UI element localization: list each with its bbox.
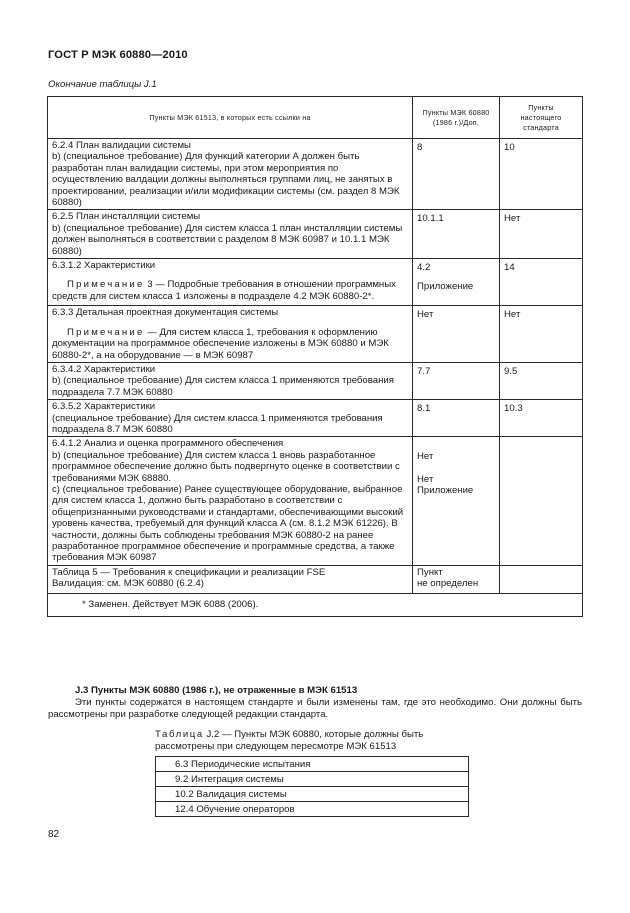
row-text [48, 362, 413, 399]
table-row [48, 437, 583, 565]
row-col3 [500, 139, 583, 210]
row-line: 6.2.4 План валидации системы [52, 140, 191, 151]
col2-value: Нет [417, 309, 434, 321]
row-line: 6.3.1.2 Характеристики [52, 260, 156, 272]
row-line: b) (специальное требование) Для систем класса 1 план инсталляции системы должен выполняться в соответствии с разделом 8 МЭК 60987 и 10.1.1 МЭК 60880) [52, 222, 403, 257]
col3-value: 10 [504, 142, 515, 153]
col2-value: 10.1.1 [417, 213, 444, 225]
list-item: 10.2 Валидация системы [156, 787, 469, 802]
row-line: 6.3.4.2 Характеристики [52, 363, 156, 375]
row-col3 [500, 437, 583, 565]
table-row [156, 787, 469, 802]
row-col3 [500, 362, 583, 399]
table-j2-caption [155, 729, 473, 752]
table-header-row [48, 97, 583, 139]
document-header: ГОСТ Р МЭК 60880—2010 [48, 49, 188, 61]
col2-value: Приложение [417, 281, 474, 293]
row-text [48, 259, 413, 306]
note-text: 3 — Подробные требования в отношении программных средств для систем класса 1 изложены в подразделе 4.2 МЭК 60880-2*. [52, 279, 396, 302]
col3-value: 14 [504, 262, 515, 274]
table-row [48, 362, 583, 399]
table-row [48, 400, 583, 437]
section-text: Эти пункты содержатся в настоящем стандарте и были изменены там, где это необходимо. Они должны быть рассмотрены при разработке следующей редакции стандарта. [48, 697, 582, 720]
note-text: — Для систем класса 1, требования к оформлению документации на программное обеспечение изложены в МЭК 60880 и МЭК 60880-2*, а на оборудование — в МЭК 60987 [52, 326, 389, 361]
row-line: (специальное требование) Для систем класса 1 применяются требования подраздела 8.7 МЭК 60880 [52, 412, 383, 435]
row-col2 [413, 259, 500, 306]
row-note [52, 279, 408, 302]
col3-value: Нет [504, 213, 521, 225]
col2-value: 4.2 [417, 262, 431, 274]
col3-value: Нет [504, 309, 521, 321]
list-item: 12.4 Обучение операторов [156, 802, 469, 817]
col2-value: 8.1 [417, 403, 431, 415]
caption-text: J.2 — Пункты МЭК 60880, которые должны быть рассмотрены при следующем пересмотре МЭК 61513 [155, 729, 424, 752]
row-line: 6.3.5.2 Характеристики [52, 401, 156, 413]
row-line: b) (специальное требование) Для систем класса 1 вновь разработанное программное обеспечение должно быть подвергнуто оценке в соответствии с требованиями МЭК 68880. [52, 449, 400, 484]
row-col3 [500, 210, 583, 259]
row-text [48, 400, 413, 437]
row-col3 [500, 565, 583, 593]
row-col2 [413, 306, 500, 363]
table-row [48, 139, 583, 210]
list-item: 6.3 Периодические испытания [156, 757, 469, 772]
list-item: 9.2 Интеграция системы [156, 772, 469, 787]
row-col2 [413, 400, 500, 437]
row-line: Таблица 5 — Требования к спецификации и реализации FSE [52, 566, 326, 578]
col3-value: 10.3 [504, 403, 523, 415]
row-line: b) (специальное требование) Для систем класса 1 применяются требования подраздела 7.7 МЭК 60880 [52, 375, 394, 398]
row-col2 [413, 565, 500, 593]
row-line: 6.2.5 План инсталляции системы [52, 211, 201, 223]
row-col2 [413, 437, 500, 565]
table-row [156, 757, 469, 772]
table-row [48, 565, 583, 593]
caption-label: Таблица [155, 729, 204, 740]
col2-value: не определен [417, 578, 479, 590]
footnote-row [48, 593, 583, 616]
table-continuation-caption: Окончание таблицы J.1 [48, 79, 157, 90]
table-j2 [155, 756, 469, 817]
row-col3 [500, 259, 583, 306]
row-note [52, 327, 408, 361]
table-row [156, 802, 469, 817]
note-label: Примечание [67, 326, 145, 338]
row-text [48, 210, 413, 259]
row-line: 6.3.3 Детальная проектная документация системы [52, 307, 279, 319]
col2-value: Приложение [417, 485, 474, 497]
row-text [48, 139, 413, 210]
row-line: Валидация: см. МЭК 60880 (6.2.4) [52, 578, 204, 590]
row-line: 6.4.1.2 Анализ и оценка программного обеспечения [52, 438, 284, 450]
col2-value: Нет [417, 451, 434, 463]
row-line: c) (специальное требование) Ранее существующее оборудование, выбранное для систем класса 1, должно быть разработано в соответствии с общепризнанными руководствами и стандартами, обеспечивающими высокий уровень качества, требуемый для функций класса А (см. 8.1.2 МЭК 61226). В частности, должны быть соблюдены требования МЭК 60880-2 на ранее разработанное программное обеспечение и программные средства, а также требования МЭК 60987 [52, 483, 404, 564]
col3-value: 9.5 [504, 365, 518, 377]
table-row [48, 259, 583, 306]
row-col3 [500, 400, 583, 437]
header-col1: Пункты МЭК 61513, в которых есть ссылки на [48, 97, 413, 139]
header-col3: Пункты настоящего стандарта [500, 97, 583, 139]
table-j1 [47, 96, 583, 617]
row-col3 [500, 306, 583, 363]
col2-value: 7.7 [417, 365, 431, 377]
row-col2 [413, 210, 500, 259]
col2-value: 8 [417, 142, 423, 153]
row-line: b) (специальное требование) Для функций категории А должен быть разработан план валидации системы, при этом мероприятия по осуществлению валдации должны выполняться группами лиц, не занятых в проектировании, реализации и/или модификации системы (см. раздел 8 МЭК 60880) [52, 151, 400, 209]
col2-value: Пункт [417, 566, 443, 578]
row-text [48, 565, 413, 593]
table-row [48, 306, 583, 363]
table-row [156, 772, 469, 787]
header-col2: Пункты МЭК 60880 (1986 г.)/Доп. [413, 97, 500, 139]
table-row [48, 210, 583, 259]
section-title: J.3 Пункты МЭК 60880 (1986 г.), не отраженные в МЭК 61513 [75, 685, 358, 696]
row-text [48, 437, 413, 565]
note-label: Примечание [67, 279, 145, 291]
footnote: * Заменен. Действует МЭК 6088 (2006). [48, 593, 583, 616]
row-col2 [413, 139, 500, 210]
row-col2 [413, 362, 500, 399]
col2-value: Нет [417, 473, 434, 485]
page-number: 82 [48, 829, 60, 840]
row-text [48, 306, 413, 363]
